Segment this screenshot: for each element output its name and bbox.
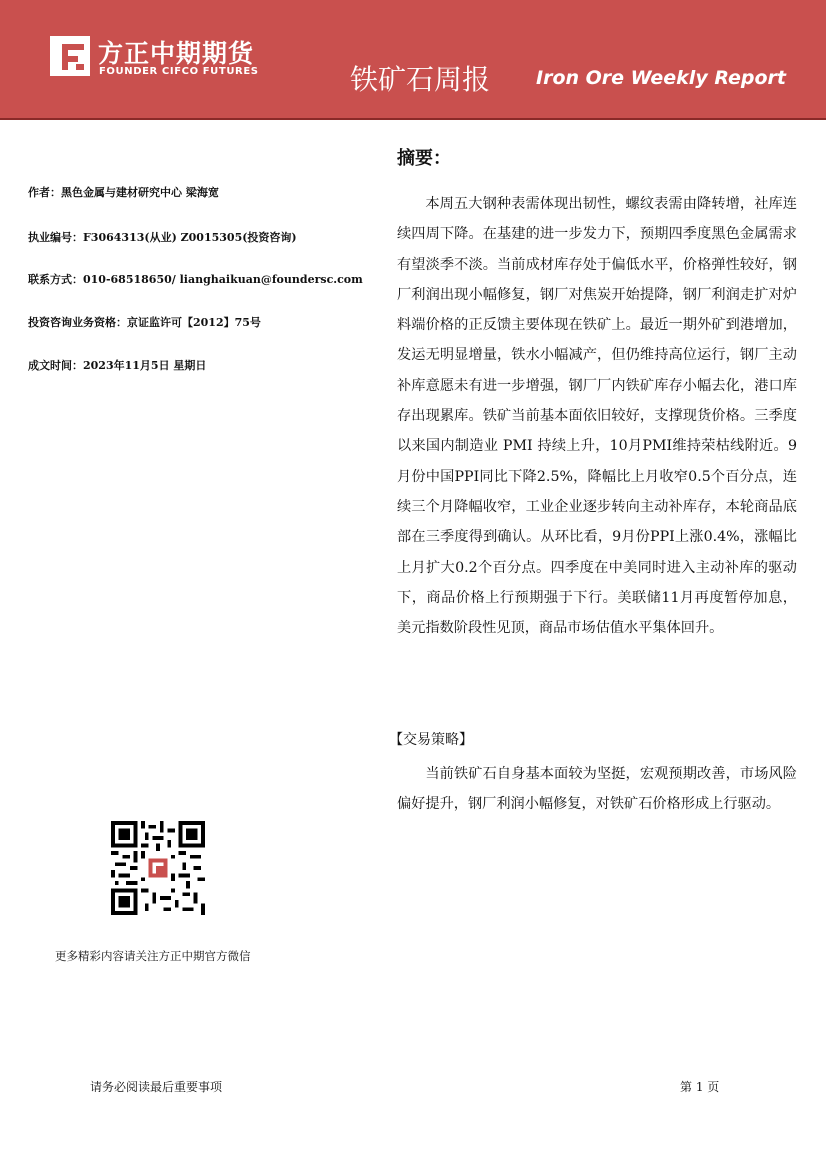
qr-code-icon — [111, 821, 205, 915]
page-number: 第 1 页 — [680, 1080, 720, 1094]
license-line: 执业编号：F3064313(从业) Z0015305(投资咨询) — [28, 231, 297, 244]
summary-heading: 摘要： — [397, 148, 451, 169]
qualification-line: 投资咨询业务资格：京证监许可【2012】75号 — [28, 316, 261, 329]
strategy-heading: 【交易策略】 — [389, 732, 473, 748]
author-line: 作者：黑色金属与建材研究中心 梁海宽 — [28, 186, 219, 199]
qr-caption: 更多精彩内容请关注方正中期官方微信 — [55, 949, 251, 963]
brand-name-en: FOUNDER CIFCO FUTURES — [99, 66, 259, 77]
header-divider — [0, 118, 826, 120]
date-line: 成文时间：2023年11月5日 星期日 — [28, 359, 207, 372]
footer-disclaimer: 请务必阅读最后重要事项 — [90, 1080, 223, 1094]
report-title-en: Iron Ore Weekly Report — [536, 67, 786, 89]
report-title-cn: 铁矿石周报 — [350, 63, 491, 96]
strategy-paragraph: 当前铁矿石自身基本面较为坚挺，宏观预期改善，市场风险偏好提升，钢厂利润小幅修复，对铁矿石价格形成上行驱动。 — [397, 766, 797, 813]
summary-paragraph: 本周五大钢种表需体现出韧性，螺纹表需由降转增，社库连续四周下降。在基建的进一步发力下，预期四季度黑色金属需求有望淡季不淡。当前成材库存处于偏低水平，价格弹性较好，钢厂利润出现小幅修复，钢厂对焦炭开始提降，钢厂利润走扩对炉料端价格的正反馈主要体现在铁矿上。最近一期外矿到港增加，发运无明显增量，铁水小幅减产，但仍维持高位运行，钢厂主动补库意愿未有进一步增强，钢厂厂内铁矿库存小幅去化，港口库存出现累库。铁矿当前基本面依旧较好，支撑现货价格。三季度以来国内制造业 PMI 持续上升，10月PMI维持荣枯线附近。9月份中国PPI同比下降2.5%，降幅比上月收窄0.5个百分点，连续三个月降幅收窄，工业企业逐步转向主动补库存，本轮商品底部在三季度得到确认。从环比看，9月份PPI上涨0.4%，涨幅比上月扩大0.2个百分点。四季度在中美同时进入主动补库的驱动下，商品价格上行预期强于下行。美联储11月再度暂停加息，美元指数阶段性见顶，商品市场估值水平集体回升。 — [397, 196, 797, 637]
report-header — [0, 0, 826, 118]
brand-name-cn: 方正中期期货 — [98, 39, 255, 68]
founder-logo-icon — [50, 36, 90, 76]
contact-line: 联系方式：010-68518650/ lianghaikuan@foundersc.com — [28, 273, 363, 286]
